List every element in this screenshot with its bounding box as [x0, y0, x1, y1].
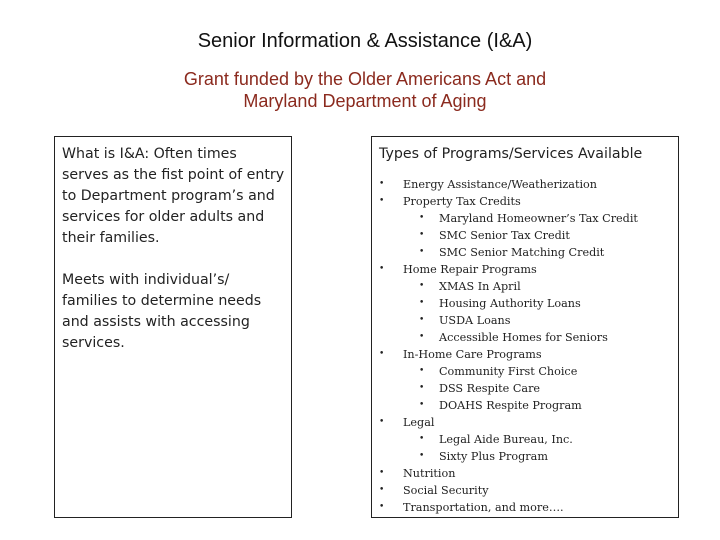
- program-item: [379, 261, 672, 346]
- program-subitem: • Legal Aide Bureau, Inc.: [403, 431, 672, 448]
- program-subitem: • Sixty Plus Program: [403, 448, 672, 465]
- program-item-label: Transportation, and more….: [403, 501, 564, 514]
- program-subitem: • Community First Choice: [403, 363, 672, 380]
- programs-list: [379, 176, 672, 516]
- what-is-ia-paragraph: What is I&A: Often times serves as the fist point of entry to Department program’s and services for older adults and their families.: [62, 146, 285, 246]
- program-item-label: Legal: [403, 416, 435, 429]
- left-info-box: [54, 136, 292, 518]
- program-subitem: • Accessible Homes for Seniors: [403, 329, 672, 346]
- program-subitem: • XMAS In April: [403, 278, 672, 295]
- page-title: Senior Information & Assistance (I&A): [197, 30, 533, 52]
- program-item-label: Home Repair Programs: [403, 263, 537, 276]
- program-subitem: • USDA Loans: [403, 312, 672, 329]
- program-subitem: • Maryland Homeowner’s Tax Credit: [403, 210, 672, 227]
- programs-heading: Types of Programs/Services Available: [379, 146, 643, 162]
- program-item: [379, 465, 672, 482]
- meets-with-paragraph: Meets with individual’s/ families to determine needs and assists with accessing services.: [62, 272, 262, 351]
- program-item: [379, 482, 672, 499]
- page-subtitle: [0, 68, 720, 112]
- program-item-label: Energy Assistance/Weatherization: [403, 178, 597, 191]
- program-subitems: [403, 278, 672, 346]
- program-item: [379, 346, 672, 414]
- programs-box: [371, 136, 679, 518]
- program-item-label: Nutrition: [403, 467, 456, 480]
- program-item: [379, 176, 672, 193]
- program-item: [379, 414, 672, 465]
- program-subitem: • DSS Respite Care: [403, 380, 672, 397]
- program-item: [379, 193, 672, 261]
- program-subitems: [403, 210, 672, 261]
- program-item: [379, 499, 672, 516]
- program-subitem: • DOAHS Respite Program: [403, 397, 672, 414]
- program-subitem: • SMC Senior Tax Credit: [403, 227, 672, 244]
- subtitle-line-1: Grant funded by the Older Americans Act and: [183, 69, 547, 89]
- program-subitems: [403, 431, 672, 465]
- program-item-label: In-Home Care Programs: [403, 348, 542, 361]
- program-item-label: Property Tax Credits: [403, 195, 521, 208]
- program-subitem: • Housing Authority Loans: [403, 295, 672, 312]
- program-subitem: • SMC Senior Matching Credit: [403, 244, 672, 261]
- program-subitems: [403, 363, 672, 414]
- subtitle-line-2: Maryland Department of Aging: [243, 91, 487, 111]
- program-item-label: Social Security: [403, 484, 489, 497]
